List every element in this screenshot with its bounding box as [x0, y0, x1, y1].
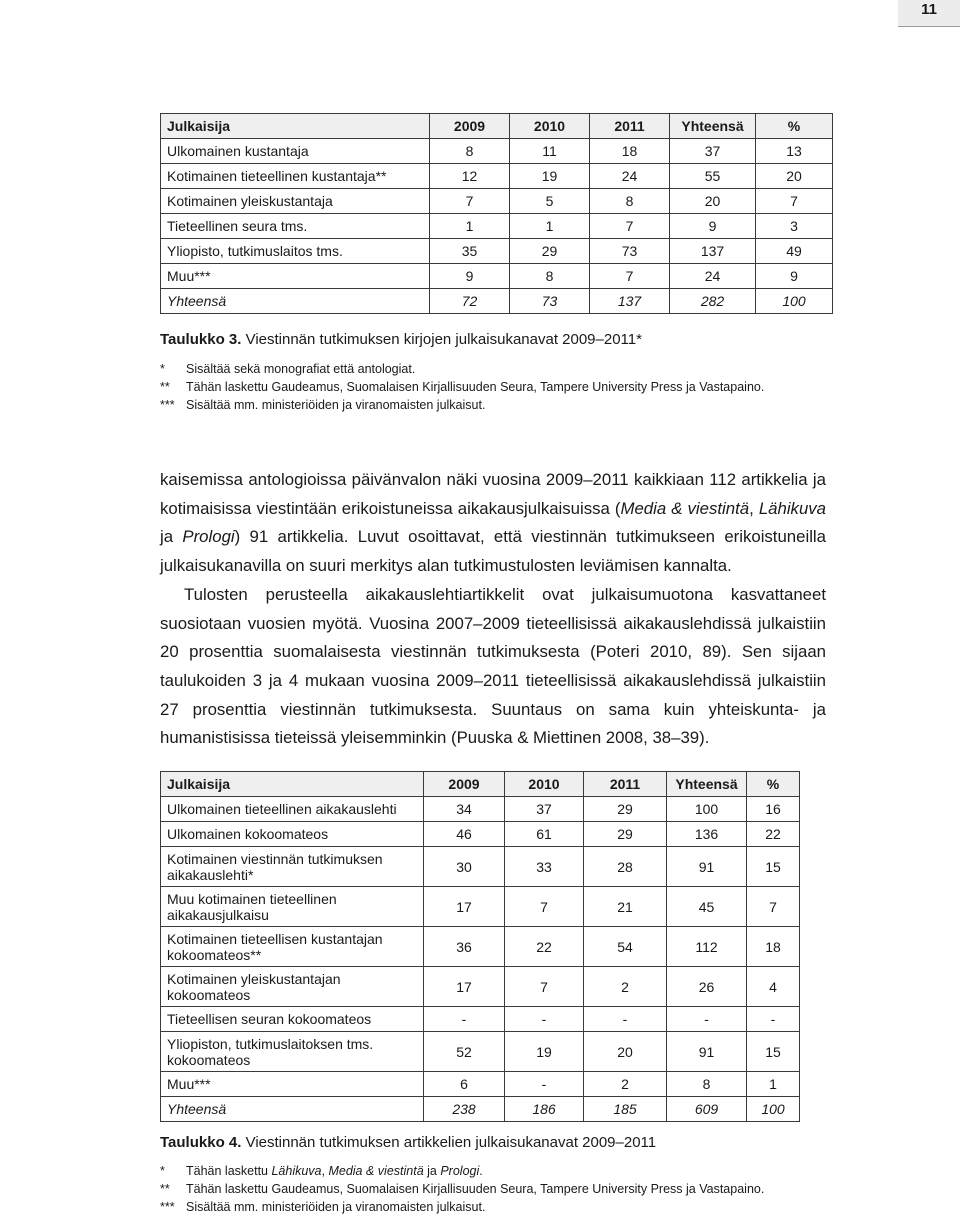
table-cell: 100 [756, 289, 833, 314]
footnote-mark: * [160, 362, 165, 376]
table-cell: 1 [747, 1072, 800, 1097]
table-cell: 35 [430, 239, 510, 264]
table-cell: 12 [430, 164, 510, 189]
footnote [160, 378, 764, 396]
table-cell: - [747, 1007, 800, 1032]
table-row [161, 239, 833, 264]
table-cell: Muu*** [161, 264, 430, 289]
text-run: ja [160, 527, 183, 547]
table-cell: Yliopisto, tutkimuslaitos tms. [161, 239, 430, 264]
table-cell: Tieteellisen seuran kokoomateos [161, 1007, 424, 1032]
table-3-notes [160, 360, 764, 414]
table-cell: Muu kotimainen tieteellinen aikakausjulkaisu [161, 887, 424, 927]
table-cell: Ulkomainen kustantaja [161, 139, 430, 164]
journal-title: Prologi [182, 527, 235, 547]
column-header: 2011 [590, 114, 670, 139]
table-cell: Yliopiston, tutkimuslaitoksen tms. kokoomateos [161, 1032, 424, 1072]
table-cell: 37 [670, 139, 756, 164]
table-cell: - [667, 1007, 747, 1032]
table-cell: 136 [667, 822, 747, 847]
footnote-mark: ** [160, 1182, 170, 1196]
footnote-mark: ** [160, 380, 170, 394]
table-cell: 186 [505, 1097, 584, 1122]
footnote-text: Sisältää sekä monografiat että antologiat. [186, 362, 416, 376]
table-cell: 34 [424, 797, 505, 822]
table-cell: 11 [510, 139, 590, 164]
table-cell: 1 [510, 214, 590, 239]
table-cell: 18 [590, 139, 670, 164]
table-cell: 33 [505, 847, 584, 887]
table-cell: 22 [747, 822, 800, 847]
table-cell: 21 [584, 887, 667, 927]
table-cell: 100 [667, 797, 747, 822]
table-cell: Kotimainen tieteellinen kustantaja** [161, 164, 430, 189]
table-cell: 238 [424, 1097, 505, 1122]
table-cell: 91 [667, 1032, 747, 1072]
table-cell: 15 [747, 1032, 800, 1072]
table-row [161, 189, 833, 214]
table-cell: 185 [584, 1097, 667, 1122]
journal-title: Lähikuva [758, 498, 827, 518]
caption-label: Taulukko 3. [160, 331, 242, 348]
footnote-mark: * [160, 1164, 165, 1178]
table-cell: 7 [747, 887, 800, 927]
table-cell: 16 [747, 797, 800, 822]
text-run: , [321, 1164, 329, 1178]
footnote [160, 396, 764, 414]
table-cell: 26 [667, 967, 747, 1007]
table-row [161, 139, 833, 164]
table-row [161, 164, 833, 189]
table-cell: Kotimainen yleiskustantajan kokoomateos [161, 967, 424, 1007]
journal-title: Lähikuva [271, 1164, 322, 1178]
table-cell: 54 [584, 927, 667, 967]
table-cell: 8 [667, 1072, 747, 1097]
table-cell: 2 [584, 967, 667, 1007]
table-cell: 37 [505, 797, 584, 822]
table-cell: 9 [670, 214, 756, 239]
table-cell: Yhteensä [161, 289, 430, 314]
table-cell: 72 [430, 289, 510, 314]
table-4-caption [160, 1134, 656, 1151]
page-number-box [898, 0, 960, 27]
table-3-caption [160, 331, 642, 348]
table-cell: 45 [667, 887, 747, 927]
table-cell: Kotimainen viestinnän tutkimuksen aikakauslehti* [161, 847, 424, 887]
page-number: 11 [921, 1, 937, 18]
caption-text: Viestinnän tutkimuksen kirjojen julkaisukanavat 2009–2011* [241, 331, 642, 348]
table-cell: 7 [756, 189, 833, 214]
footnote-text: Tähän laskettu Gaudeamus, Suomalaisen Kirjallisuuden Seura, Tampere University Press ja Vastapaino. [186, 380, 765, 394]
column-header: 2009 [430, 114, 510, 139]
table-header-row [161, 772, 800, 797]
table-4 [160, 771, 800, 1122]
table-cell: Tieteellinen seura tms. [161, 214, 430, 239]
table-cell: 24 [590, 164, 670, 189]
text-run: . [479, 1164, 483, 1178]
paragraph-1 [160, 466, 826, 581]
table-cell: 112 [667, 927, 747, 967]
table-row [161, 927, 800, 967]
footnote-text: Sisältää mm. ministeriöiden ja viranomaisten julkaisut. [186, 398, 486, 412]
table-cell: 20 [670, 189, 756, 214]
text-run: ja [423, 1164, 441, 1178]
table-cell: 8 [590, 189, 670, 214]
table-row [161, 887, 800, 927]
table-row [161, 1007, 800, 1032]
table-cell: 17 [424, 967, 505, 1007]
text-run: , [749, 498, 759, 518]
column-header: 2009 [424, 772, 505, 797]
table-cell: 91 [667, 847, 747, 887]
column-header: 2010 [510, 114, 590, 139]
table-cell: 73 [590, 239, 670, 264]
table-cell: Kotimainen yleiskustantaja [161, 189, 430, 214]
table-cell: 9 [756, 264, 833, 289]
table-cell: 29 [584, 797, 667, 822]
table-cell: 3 [756, 214, 833, 239]
column-header: 2010 [505, 772, 584, 797]
table-cell: 7 [590, 214, 670, 239]
table-cell: - [584, 1007, 667, 1032]
table-cell: - [424, 1007, 505, 1032]
journal-title: Media & viestintä [620, 498, 750, 518]
body-text [160, 466, 826, 753]
table-cell: 73 [510, 289, 590, 314]
table-cell: 29 [584, 822, 667, 847]
table-cell: 28 [584, 847, 667, 887]
footnote [160, 1162, 764, 1180]
text-run: Tähän laskettu [186, 1164, 272, 1178]
text-run: kaisemissa antologioissa päivänvalon näki vuosina 2009–2011 kaikkiaan 112 artikkelia ja kotimaisissa viestintään erikoistuneissa aikakausjulkaisuissa ( [160, 470, 826, 518]
table-cell: 61 [505, 822, 584, 847]
footnote-text: Tähän laskettu Gaudeamus, Suomalaisen Kirjallisuuden Seura, Tampere University Press ja Vastapaino. [186, 1182, 765, 1196]
caption-text: Viestinnän tutkimuksen artikkelien julkaisukanavat 2009–2011 [241, 1134, 657, 1151]
table-cell: 7 [505, 887, 584, 927]
caption-label: Taulukko 4. [160, 1134, 242, 1151]
table-cell: 8 [510, 264, 590, 289]
table-row [161, 1072, 800, 1097]
table-cell: 55 [670, 164, 756, 189]
column-header: % [756, 114, 833, 139]
column-header: Julkaisija [161, 114, 430, 139]
table-cell: 13 [756, 139, 833, 164]
total-row [161, 289, 833, 314]
table-cell: 49 [756, 239, 833, 264]
table-header-row [161, 114, 833, 139]
footnote-text: Sisältää mm. ministeriöiden ja viranomaisten julkaisut. [186, 1200, 486, 1214]
table-cell: 100 [747, 1097, 800, 1122]
table-cell: Yhteensä [161, 1097, 424, 1122]
table-4-notes [160, 1162, 764, 1216]
footnote [160, 360, 764, 378]
table-cell: 282 [670, 289, 756, 314]
table-cell: Kotimainen tieteellisen kustantajan kokoomateos** [161, 927, 424, 967]
table-3 [160, 113, 833, 314]
journal-title: Prologi [440, 1164, 480, 1178]
table-cell: 7 [590, 264, 670, 289]
table-cell: 2 [584, 1072, 667, 1097]
table-cell: 4 [747, 967, 800, 1007]
column-header: Yhteensä [667, 772, 747, 797]
journal-title: Media & viestintä [328, 1164, 424, 1178]
table-cell: 15 [747, 847, 800, 887]
table-row [161, 1032, 800, 1072]
table-cell: 1 [430, 214, 510, 239]
footnote [160, 1180, 764, 1198]
table-cell: 29 [510, 239, 590, 264]
column-header: Yhteensä [670, 114, 756, 139]
table-cell: 8 [430, 139, 510, 164]
table-cell: 609 [667, 1097, 747, 1122]
table-row [161, 264, 833, 289]
table-cell: 52 [424, 1032, 505, 1072]
table-cell: 19 [505, 1032, 584, 1072]
footnote-text [186, 1162, 483, 1180]
table-row [161, 822, 800, 847]
table-cell: 36 [424, 927, 505, 967]
table-cell: 17 [424, 887, 505, 927]
table-cell: 20 [584, 1032, 667, 1072]
table-cell: 22 [505, 927, 584, 967]
column-header: % [747, 772, 800, 797]
table-row [161, 967, 800, 1007]
paragraph-2: Tulosten perusteella aikakauslehtiartikkelit ovat julkaisumuotona kasvattaneet suosiotaan vuosien myötä. Vuosina 2007–2009 tieteellisissä aikakauslehdissä julkaistiin 20 prosenttia suomalaisesta viestinnän tutkimuksesta (Poteri 2010, 89). Sen sijaan taulukoiden 3 ja 4 mukaan vuosina 2009–2011 tieteellisissä aikakauslehdissä julkaistiin 27 prosenttia viestinnän tutkimuksesta. Suuntaus on sama kuin yhteiskunta- ja humanistisissa tieteissä yleisemminkin (Puuska & Miettinen 2008, 38–39). [160, 584, 826, 748]
table-row [161, 214, 833, 239]
table-cell: Ulkomainen tieteellinen aikakauslehti [161, 797, 424, 822]
total-row [161, 1097, 800, 1122]
table-cell: 7 [505, 967, 584, 1007]
table-cell: 20 [756, 164, 833, 189]
table-cell: 6 [424, 1072, 505, 1097]
table-cell: Muu*** [161, 1072, 424, 1097]
table-row [161, 797, 800, 822]
table-cell: 30 [424, 847, 505, 887]
table-cell: 5 [510, 189, 590, 214]
table-cell: Ulkomainen kokoomateos [161, 822, 424, 847]
footnote [160, 1198, 764, 1216]
table-cell: 24 [670, 264, 756, 289]
table-cell: 18 [747, 927, 800, 967]
text-run: ) 91 artikkelia. Luvut osoittavat, että viestinnän tutkimukseen erikoistuneilla julkaisukanavilla on suuri merkitys alan tutkimustulosten leviämisen kannalta. [160, 527, 826, 576]
table-cell: - [505, 1007, 584, 1032]
table-cell: 7 [430, 189, 510, 214]
column-header: 2011 [584, 772, 667, 797]
table-row [161, 847, 800, 887]
table-cell: 137 [670, 239, 756, 264]
table-cell: 9 [430, 264, 510, 289]
table-cell: - [505, 1072, 584, 1097]
table-cell: 46 [424, 822, 505, 847]
footnote-mark: *** [160, 1200, 175, 1214]
footnote-mark: *** [160, 398, 175, 412]
table-cell: 19 [510, 164, 590, 189]
table-cell: 137 [590, 289, 670, 314]
column-header: Julkaisija [161, 772, 424, 797]
